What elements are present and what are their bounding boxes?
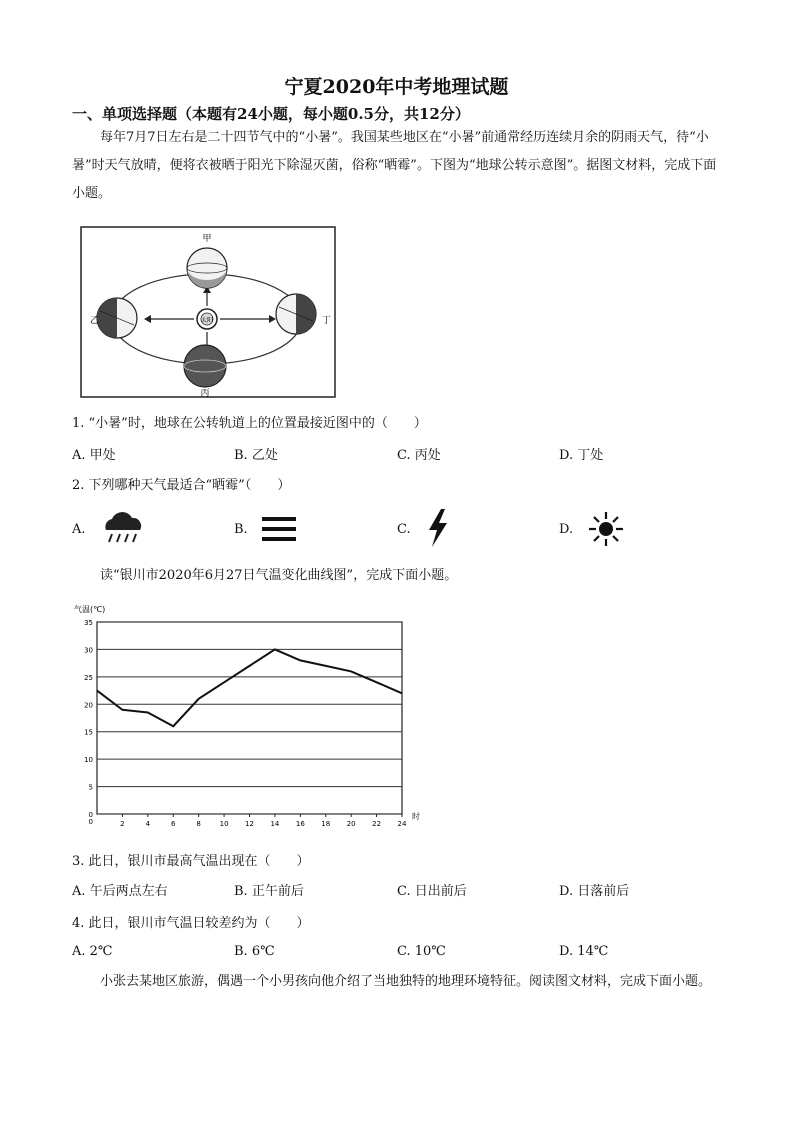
x-tick-label: 16 bbox=[295, 820, 305, 828]
intro-passage-2: 读“银川市2020年6月27日气温变化曲线图”，完成下面小题。 bbox=[100, 568, 458, 583]
sun-label: 太阳 bbox=[200, 317, 214, 324]
x-tick-label-origin: 0 bbox=[88, 818, 93, 826]
question-4: 4. 此日，银川市气温日较差约为（ ） bbox=[72, 916, 310, 931]
y-tick-label: 0 bbox=[88, 811, 93, 819]
q3-option-a[interactable]: A. 午后两点左右 bbox=[72, 884, 168, 899]
chart-y-label: 气温(℃) bbox=[74, 605, 106, 614]
x-tick-label: 4 bbox=[145, 820, 151, 828]
x-tick-label: 24 bbox=[397, 820, 407, 828]
lightning-icon bbox=[424, 508, 452, 548]
y-tick-label: 15 bbox=[84, 728, 93, 737]
chart-frame bbox=[97, 622, 402, 814]
q3-option-b[interactable]: B. 正午前后 bbox=[234, 884, 304, 899]
orbit-label-bing: 丙 bbox=[200, 389, 210, 398]
q4-option-d[interactable]: D. 14℃ bbox=[559, 944, 609, 959]
x-tick-label: 22 bbox=[372, 820, 382, 828]
intro-passage-3: 小张去某地区旅游，偶遇一个小男孩向他介绍了当地独特的地理环境特征。阅读图文材料，完成下面小题。 bbox=[100, 974, 712, 989]
fog-icon bbox=[260, 514, 298, 544]
q4-option-c[interactable]: C. 10℃ bbox=[397, 944, 446, 959]
q1-option-d[interactable]: D. 丁处 bbox=[559, 448, 604, 463]
x-tick-label: 2 bbox=[120, 820, 125, 828]
y-tick-label: 35 bbox=[84, 619, 93, 627]
x-tick-label: 14 bbox=[270, 820, 280, 828]
orbit-label-jia: 甲 bbox=[202, 234, 212, 244]
page-title: 宁夏2020年中考地理试题 bbox=[284, 76, 509, 98]
q1-option-c[interactable]: C. 丙处 bbox=[397, 448, 441, 463]
q2-option-d[interactable]: D. bbox=[559, 522, 574, 537]
q1-option-b[interactable]: B. 乙处 bbox=[234, 448, 278, 463]
temperature-series-line bbox=[97, 649, 402, 726]
orbit-label-ding: 丁 bbox=[322, 316, 332, 326]
chart-x-label: 时 bbox=[412, 812, 420, 821]
x-tick-label: 20 bbox=[346, 820, 356, 828]
question-2: 2. 下列哪种天气最适合“晒霉”（ ） bbox=[72, 478, 291, 493]
q2-option-c[interactable]: C. bbox=[397, 522, 411, 537]
x-tick-label: 6 bbox=[171, 820, 176, 828]
rain-cloud-icon bbox=[100, 510, 144, 546]
orbit-label-yi: 乙 bbox=[90, 316, 100, 326]
y-tick-label: 20 bbox=[84, 701, 93, 710]
sun-icon bbox=[586, 510, 626, 548]
y-tick-label: 5 bbox=[88, 783, 93, 792]
question-1: 1. “小暑”时，地球在公转轨道上的位置最接近图中的（ ） bbox=[72, 416, 427, 431]
q4-option-a[interactable]: A. 2℃ bbox=[72, 944, 113, 959]
y-tick-label: 30 bbox=[84, 646, 93, 655]
q4-option-b[interactable]: B. 6℃ bbox=[234, 944, 275, 959]
x-tick-label: 18 bbox=[321, 820, 331, 828]
q3-option-d[interactable]: D. 日落前后 bbox=[559, 884, 630, 899]
q1-option-a[interactable]: A. 甲处 bbox=[72, 448, 116, 463]
y-tick-label: 25 bbox=[84, 673, 93, 682]
x-tick-label: 10 bbox=[219, 820, 229, 828]
q2-option-b[interactable]: B. bbox=[234, 522, 248, 537]
intro-passage-1: 每年7月7日左右是二十四节气中的“小暑”。我国某些地区在“小暑”前通常经历连续月余的阴雨天气，待“小暑”时天气放晴，便将衣被晒于阳光下除湿灭菌，俗称“晒霉”。下图为“地球公转示意图”。据图文材料，完成下面小题。 bbox=[72, 130, 717, 201]
section-heading: 一、单项选择题（本题有24小题，每小题0.5分，共12分） bbox=[72, 105, 470, 123]
question-3: 3. 此日，银川市最高气温出现在（ ） bbox=[72, 854, 310, 869]
earth-orbit-diagram bbox=[80, 226, 336, 398]
q3-option-c[interactable]: C. 日出前后 bbox=[397, 884, 467, 899]
y-tick-label: 10 bbox=[84, 756, 93, 765]
x-tick-label: 12 bbox=[245, 820, 254, 828]
q2-option-a[interactable]: A. bbox=[72, 522, 86, 537]
x-tick-label: 8 bbox=[196, 820, 201, 828]
temperature-chart bbox=[72, 600, 432, 832]
